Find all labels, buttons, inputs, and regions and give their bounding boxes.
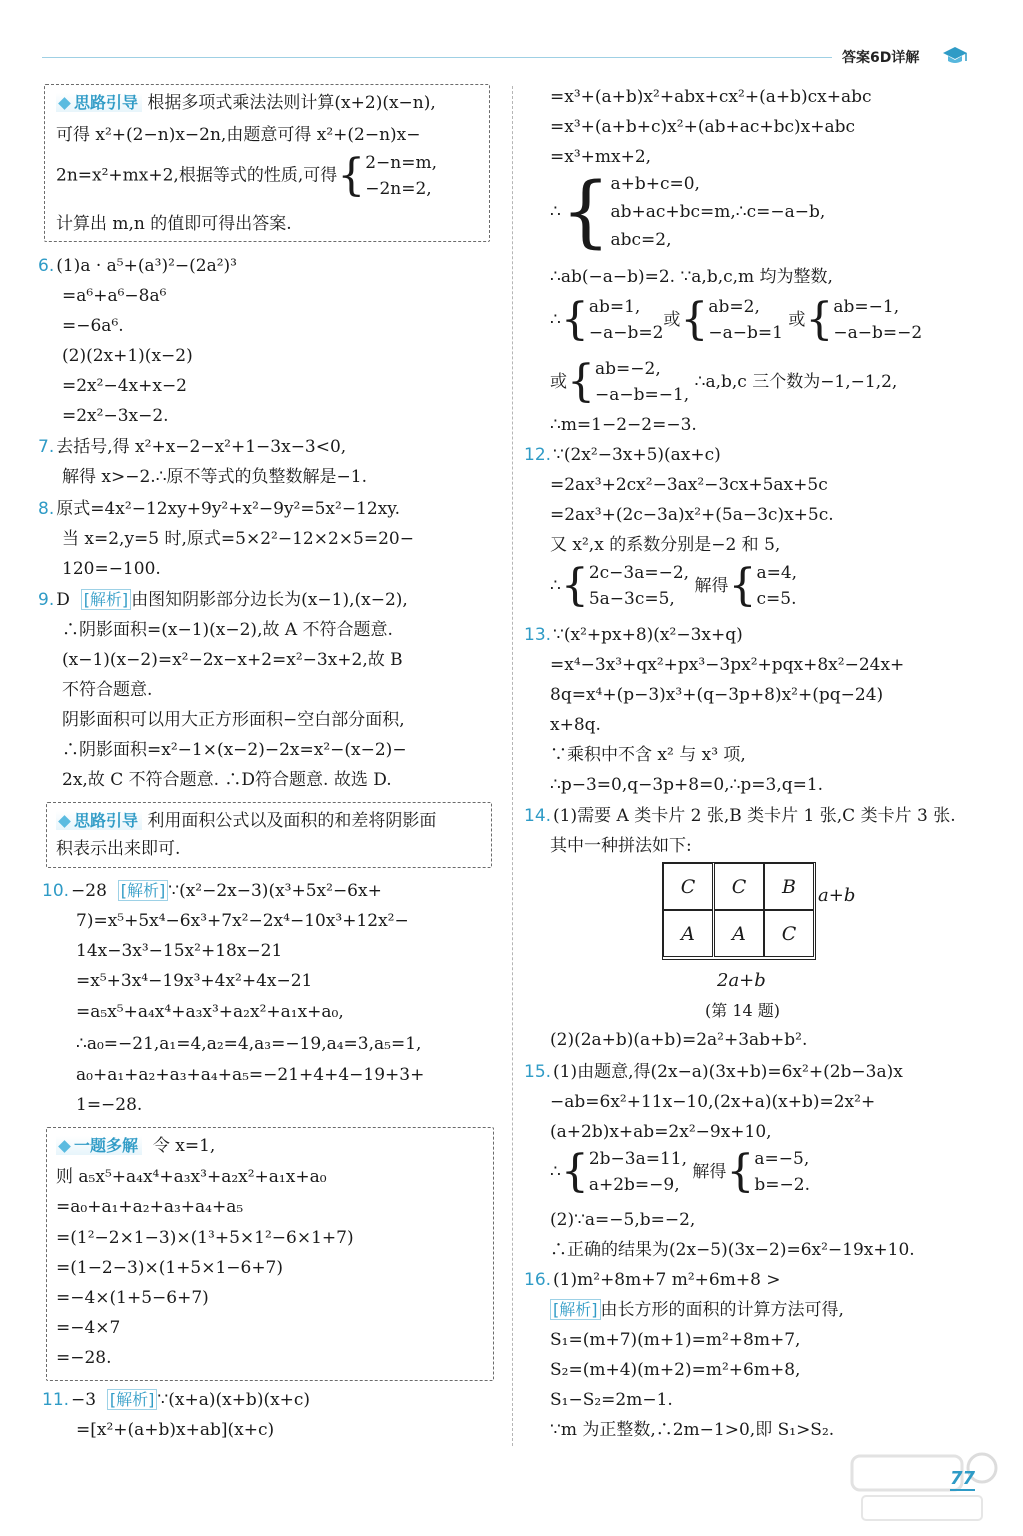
analysis-tag: [解析] <box>550 1299 601 1320</box>
question-number: 12. <box>524 445 552 465</box>
q12-line: 又 x²,x 的系数分别是−2 和 5, <box>550 535 781 555</box>
q12-system: ∴{2c−3a=−2, 5a−3c=5, 解得{a=4, c=5. <box>550 560 798 611</box>
hint-line: 可得 x²+(2−n)x−2n,由题意可得 x²+(2−n)x− <box>56 125 421 145</box>
q13-line: ∴p−3=0,q−3p+8=0,∴p=3,q=1. <box>550 775 824 795</box>
q15-system: ∴{2b−3a=11, a+2b=−9, 解得{a=−5, b=−2. <box>550 1146 811 1197</box>
question-number: 9. <box>38 590 55 610</box>
q13-line: 13. ∵(x²+px+8)(x²−3x+q) <box>524 625 743 645</box>
q11-system: ∴{a+b+c=0, ab+ac+bc=m,∴c=−a−b, abc=2, <box>550 167 826 257</box>
q15-line: 15. (1)由题意,得(2x−a)(3x+b)=6x²+(2b−3a)x <box>524 1062 903 1082</box>
q10-line: ∴a₀=−21,a₁=4,a₂=4,a₃=−19,a₄=3,a₅=1, <box>76 1034 422 1054</box>
q14-line: (2)(2a+b)(a+b)=2a²+3ab+b². <box>550 1030 808 1050</box>
analysis-tag: [解析] <box>118 880 169 901</box>
q7-line: 7. 去括号,得 x²+x−2−x²+1−3x−3<0, <box>38 437 347 457</box>
q8-line: 8. 原式=4x²−12xy+9y²+x²−9y²=5x²−12xy. <box>38 499 401 519</box>
q10-line: 1=−28. <box>76 1095 143 1115</box>
q12-line: =2ax³+2cx²−3ax²−3cx+5ax+5c <box>550 475 828 495</box>
q11-cont-line: ∴ab(−a−b)=2. ∵a,b,c,m 均为整数, <box>550 267 833 287</box>
q16-line: S₁=(m+7)(m+1)=m²+8m+7, <box>550 1330 801 1350</box>
question-number: 14. <box>524 806 552 826</box>
question-number: 13. <box>524 625 552 645</box>
q10-line: 14x−3x³−15x²+18x−21 <box>76 941 283 961</box>
q10-line: 10. −28 [解析] ∵(x²−2x−3)(x³+5x²−6x+ <box>42 881 382 901</box>
q6-line: (2)(2x+1)(x−2) <box>62 346 193 366</box>
page-number: 77 <box>950 1468 976 1489</box>
q13-line: =x⁴−3x³+qx²+px³−3px²+pqx+8x²−24x+ <box>550 655 905 675</box>
grid-cell: C <box>663 863 713 910</box>
q15-line: −ab=6x²+11x−10,(2x+a)(x+b)=2x²+ <box>550 1092 876 1112</box>
q12-line: 12. ∵(2x²−3x+5)(ax+c) <box>524 445 721 465</box>
q15-line: (2)∵a=−5,b=−2, <box>550 1210 696 1230</box>
q16-line: [解析] 由长方形的面积的计算方法可得, <box>550 1297 844 1323</box>
column-divider <box>512 86 513 1446</box>
q16-line: ∵m 为正整数,∴2m−1>0,即 S₁>S₂. <box>550 1420 835 1440</box>
grid-cell: C <box>764 910 814 957</box>
question-number: 10. <box>42 881 70 901</box>
q14-line: 14. (1)需要 A 类卡片 2 张,B 类卡片 1 张,C 类卡片 3 张. <box>524 806 956 826</box>
header-label: 答案6D详解 <box>842 50 920 66</box>
q16-line: S₁−S₂=2m−1. <box>550 1390 673 1410</box>
q11-line: =[x²+(a+b)x+ab](x+c) <box>76 1420 275 1440</box>
q11-cont-line: =x³+(a+b)x²+abx+cx²+(a+b)cx+abc <box>550 87 872 107</box>
q8-line: 当 x=2,y=5 时,原式=5×2²−12×2×5=20− <box>62 529 414 549</box>
hint-line: 2n=x²+mx+2,根据等式的性质,可得{2−n=m, −2n=2, <box>56 150 438 201</box>
hint-title: 思路引导 <box>56 93 142 112</box>
q11-cont-line: ∴m=1−2−2=−3. <box>550 415 697 435</box>
q12-line: =2ax³+(2c−3a)x²+(5a−3c)x+5c. <box>550 505 834 525</box>
figure-bottom-label: 2a+b <box>717 970 766 991</box>
q9-line: ∴阴影面积=x²−1×(x−2)−2x=x²−(x−2)− <box>62 740 407 760</box>
q11-cases: 或{ab=−2, −a−b=−1, ∴a,b,c 三个数为−1,−1,2, <box>550 356 898 407</box>
q6-line: =2x²−3x−2. <box>62 406 169 426</box>
q6-line: 6. (1)a · a⁵+(a³)²−(2a²)³ <box>38 256 237 276</box>
analysis-tag: [解析] <box>81 589 132 610</box>
q15-line: (a+2b)x+ab=2x²−9x+10, <box>550 1122 772 1142</box>
q11-cases: ∴{ab=1, −a−b=2或{ab=2, −a−b=1 或{ab=−1, −a−b=−2 <box>550 294 923 345</box>
q9-line: (x−1)(x−2)=x²−2x−x+2=x²−3x+2,故 B <box>62 650 403 670</box>
q6-line: =−6a⁶. <box>62 316 124 336</box>
q8-line: 120=−100. <box>62 559 161 579</box>
q9-line: 9. D [解析] 由图知阴影部分边长为(x−1),(x−2), <box>38 590 408 610</box>
alt-line: 一题多解 令 x=1, <box>56 1133 215 1159</box>
header-rule <box>42 57 832 58</box>
question-number: 7. <box>38 437 55 457</box>
q14-line: 其中一种拼法如下: <box>550 836 692 856</box>
hint-line: 计算出 m,n 的值即可得出答案. <box>56 214 292 234</box>
q11-line: 11. −3 [解析] ∵(x+a)(x+b)(x+c) <box>42 1390 311 1410</box>
grid-cell: C <box>714 863 764 910</box>
question-number: 8. <box>38 499 55 519</box>
q11-cont-line: =x³+mx+2, <box>550 147 652 167</box>
alt-title: 一题多解 <box>56 1136 142 1155</box>
q15-line: ∴正确的结果为(2x−5)(3x−2)=6x²−19x+10. <box>550 1240 915 1260</box>
q10-line: =x⁵+3x⁴−19x³+4x²+4x−21 <box>76 971 313 991</box>
q11-cont-line: =x³+(a+b+c)x²+(ab+ac+bc)x+abc <box>550 117 856 137</box>
card-arrangement-figure <box>662 862 816 960</box>
figure-caption: (第 14 题) <box>705 1001 781 1020</box>
q9-line: 2x,故 C 不符合题意. ∴D符合题意. 故选 D. <box>62 770 392 790</box>
grid-cell: A <box>714 910 764 957</box>
grid-cell: A <box>663 910 713 957</box>
alt-line: =a₀+a₁+a₂+a₃+a₄+a₅ <box>56 1197 244 1217</box>
analysis-tag: [解析] <box>107 1389 158 1410</box>
q6-line: =a⁶+a⁶−8a⁶ <box>62 286 167 306</box>
question-number: 15. <box>524 1062 552 1082</box>
q10-line: a₀+a₁+a₂+a₃+a₄+a₅=−21+4+4−19+3+ <box>76 1065 425 1085</box>
q10-line: 7)=x⁵+5x⁴−6x³+7x²−2x⁴−10x³+12x²− <box>76 911 409 931</box>
q13-line: x+8q. <box>550 715 601 735</box>
figure-side-label: a+b <box>818 885 856 906</box>
hint-line: 思路引导 利用面积公式以及面积的和差将阴影面 <box>56 808 436 834</box>
hint-line: 积表示出来即可. <box>56 839 181 859</box>
alt-line: =−4×7 <box>56 1318 121 1338</box>
q9-line: 不符合题意. <box>62 680 153 700</box>
alt-line: 则 a₅x⁵+a₄x⁴+a₃x³+a₂x²+a₁x+a₀ <box>56 1167 327 1187</box>
alt-line: =(1−2−3)×(1+5×1−6+7) <box>56 1258 284 1278</box>
q13-line: 8q=x⁴+(p−3)x³+(q−3p+8)x²+(pq−24) <box>550 685 884 705</box>
hint-line: 思路引导 根据多项式乘法法则计算(x+2)(x−n), <box>56 90 436 116</box>
q16-line: S₂=(m+4)(m+2)=m²+6m+8, <box>550 1360 801 1380</box>
alt-line: =(1²−2×1−3)×(1³+5×1²−6×1+7) <box>56 1228 354 1248</box>
q6-line: =2x²−4x+x−2 <box>62 376 188 396</box>
q9-line: ∴阴影面积=(x−1)(x−2),故 A 不符合题意. <box>62 620 393 640</box>
q9-line: 阴影面积可以用大正方形面积−空白部分面积, <box>62 710 405 730</box>
q13-line: ∵乘积中不含 x² 与 x³ 项, <box>550 745 746 765</box>
graduation-cap-icon <box>942 44 968 68</box>
hint-title: 思路引导 <box>56 811 142 830</box>
alt-line: =−28. <box>56 1348 112 1368</box>
question-number: 16. <box>524 1270 552 1290</box>
watermark-logo <box>842 1448 1002 1528</box>
alt-line: =−4×(1+5−6+7) <box>56 1288 209 1308</box>
q16-line: 16. (1)m²+8m+7 m²+6m+8 > <box>524 1270 781 1290</box>
grid-cell: B <box>764 863 814 910</box>
q10-line: =a₅x⁵+a₄x⁴+a₃x³+a₂x²+a₁x+a₀, <box>76 1002 344 1022</box>
question-number: 11. <box>42 1390 70 1410</box>
q7-line: 解得 x>−2.∴原不等式的负整数解是−1. <box>62 467 367 487</box>
question-number: 6. <box>38 256 55 276</box>
